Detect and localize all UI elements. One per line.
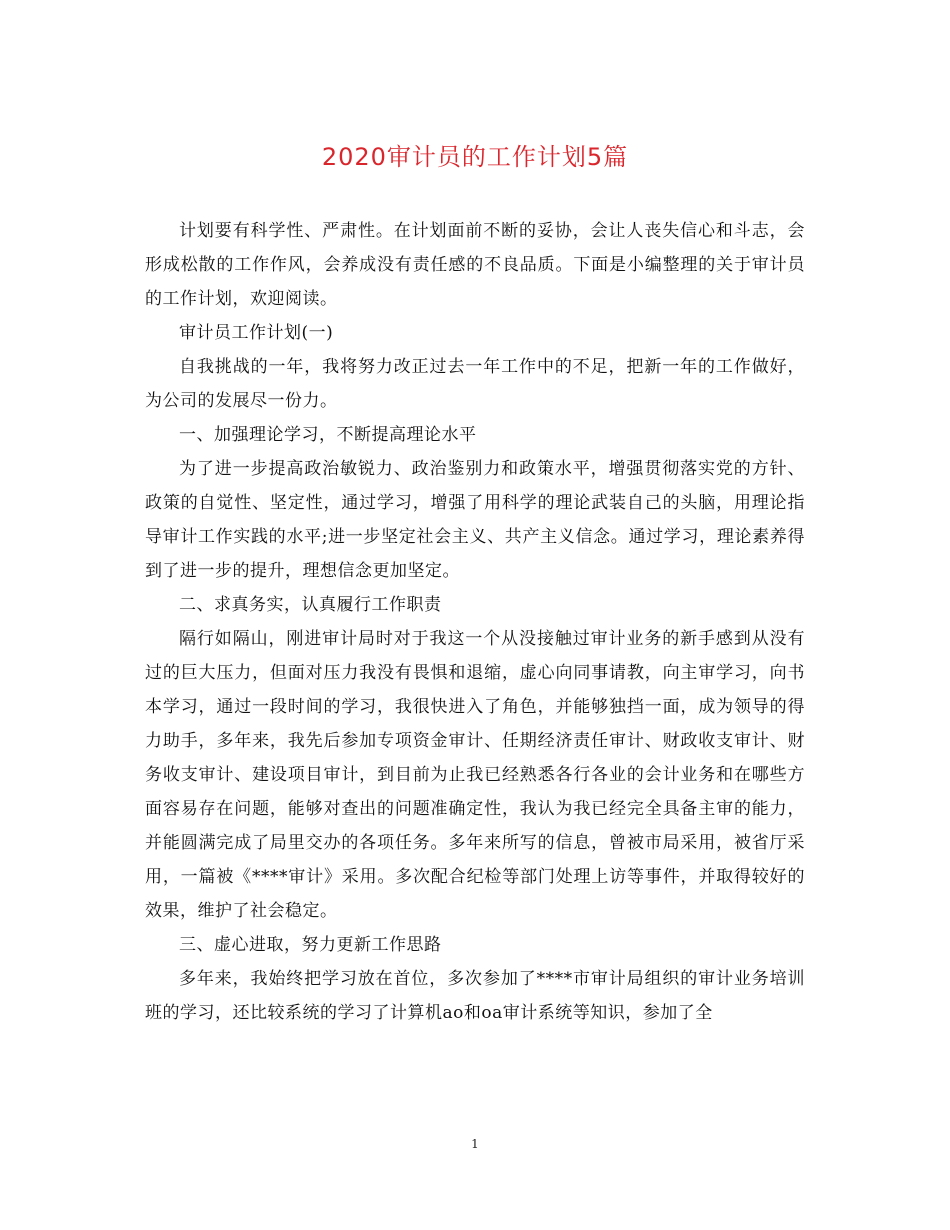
body-paragraph: 多年来，我始终把学习放在首位，多次参加了****市审计局组织的审计业务培训班的学习，还比较系统的学习了计算机ao和oa审计系统等知识，参加了全 bbox=[145, 969, 805, 1023]
section-heading-plan-one: 审计员工作计划(一) bbox=[179, 323, 334, 343]
body-paragraph: 为了进一步提高政治敏锐力、政治鉴别力和政策水平，增强贯彻落实党的方针、政策的自觉性、坚定性，通过学习，增强了用科学的理论武装自己的头脑，用理论指导审计工作实践的水平;进一步坚定社会主义、共产主义信念。通过学习，理论素养得到了进一步的提升，理想信念更加坚定。 bbox=[145, 459, 805, 581]
document-body bbox=[145, 214, 805, 1030]
intro-paragraph: 计划要有科学性、严肃性。在计划面前不断的妥协，会让人丧失信心和斗志，会形成松散的工作作风，会养成没有责任感的不良品质。下面是小编整理的关于审计员的工作计划，欢迎阅读。 bbox=[145, 221, 805, 309]
page-number: 1 bbox=[471, 1137, 479, 1151]
section-heading-fulfill-duties: 二、求真务实，认真履行工作职责 bbox=[179, 595, 442, 615]
body-paragraph: 自我挑战的一年，我将努力改正过去一年工作中的不足，把新一年的工作做好，为公司的发展尽一份力。 bbox=[145, 357, 805, 411]
section-heading-theory-study: 一、加强理论学习，不断提高理论水平 bbox=[179, 425, 477, 445]
document-title: 2020审计员的工作计划5篇 bbox=[321, 143, 629, 171]
section-heading-update-thinking: 三、虚心进取，努力更新工作思路 bbox=[179, 935, 442, 955]
body-paragraph: 隔行如隔山，刚进审计局时对于我这一个从没接触过审计业务的新手感到从没有过的巨大压力，但面对压力我没有畏惧和退缩，虚心向同事请教，向主审学习，向书本学习，通过一段时间的学习，我很快进入了角色，并能够独挡一面，成为领导的得力助手，多年来，我先后参加专项资金审计、任期经济责任审计、财政收支审计、财务收支审计、建设项目审计，到目前为止我已经熟悉各行各业的会计业务和在哪些方面容易存在问题，能够对查出的问题准确定性，我认为我已经完全具备主审的能力，并能圆满完成了局里交办的各项任务。多年来所写的信息，曾被市局采用，被省厅采用，一篇被《****审计》采用。多次配合纪检等部门处理上访等事件，并取得较好的效果，维护了社会稳定。 bbox=[145, 629, 805, 921]
